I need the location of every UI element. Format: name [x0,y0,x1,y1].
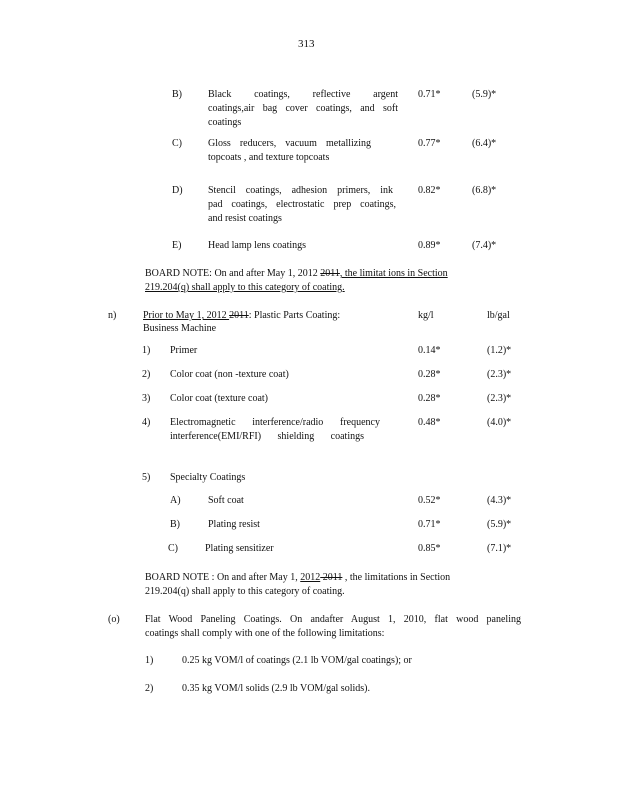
row-letter: D) [172,185,183,196]
section-label: (o) [108,614,120,625]
section-paragraph-line: Flat Wood Paneling Coatings. On andafter August 1, 2010, flat wood paneling [145,614,521,625]
board-note-line2: 219.204(q) shall apply to this category of coating. [145,282,345,293]
row-number: 1) [142,345,151,356]
row-letter: B) [170,519,180,530]
section-label: n) [108,310,117,321]
row-letter: B) [172,89,182,100]
list-item: 0.25 kg VOM/l of coatings (2.1 lb VOM/gal coatings); or [182,655,412,666]
row-desc-line: interference(EMI/RFI) shielding coatings [170,431,364,442]
row-desc-line: pad coatings, electrostatic prep coatings, [208,199,396,210]
inserted-text: 2012 [300,572,321,583]
row-kg-value: 0.28* [418,393,441,404]
row-desc-line: Color coat (non -texture coat) [170,369,289,380]
unit-kg-header: kg/l [418,310,434,321]
inserted-text: Prior to May 1, 2012 [143,310,230,321]
row-kg-value: 0.52* [418,495,441,506]
row-lb-value: (2.3)* [487,393,512,404]
row-desc-line: coatings [208,117,242,128]
unit-lb-header: lb/gal [487,310,510,321]
list-item: 0.35 kg VOM/l solids (2.9 lb VOM/gal solids). [182,683,370,694]
board-note-line2: 219.204(q) shall apply to this category of coating. [145,586,345,597]
row-kg-value: 0.85* [418,543,441,554]
page-number: 313 [298,38,315,50]
row-desc-line: Head lamp lens coatings [208,240,307,251]
row-kg-value: 0.71* [418,519,441,530]
heading-text: : Plastic Parts Coating: [248,310,341,321]
row-desc-line: Gloss reducers, vacuum metallizing [208,138,371,149]
list-number: 1) [145,655,154,666]
board-note-text: BOARD NOTE: On and after May 1, 2012 [145,268,321,279]
struck-text: 2011 [320,268,340,279]
row-letter: A) [170,495,181,506]
row-letter: C) [172,138,182,149]
row-letter: C) [168,543,178,554]
section-heading-line2: Business Machine [143,323,217,334]
row-lb-value: (6.8)* [472,185,497,196]
board-note-text: , the limitations in Section [342,572,451,583]
row-lb-value: (4.0)* [487,417,512,428]
row-desc-line: and resist coatings [208,213,282,224]
section-heading [143,309,340,323]
row-desc-line: Stencil coatings, adhesion primers, ink [208,185,393,196]
row-lb-value: (7.4)* [472,240,497,251]
row-desc-line: Soft coat [208,495,244,506]
row-desc-line: Primer [170,345,198,356]
row-lb-value: (6.4)* [472,138,497,149]
row-lb-value: (5.9)* [472,89,497,100]
board-note-text: BOARD NOTE : On and after May 1, [145,572,301,583]
row-desc-line: coatings,air bag cover coatings, and soft [208,103,398,114]
row-lb-value: (5.9)* [487,519,512,530]
struck-text: 2011 [320,572,343,583]
row-desc-line: topcoats , and texture topcoats [208,152,330,163]
row-lb-value: (2.3)* [487,369,512,380]
row-kg-value: 0.82* [418,185,441,196]
row-number: 2) [142,369,151,380]
row-lb-value: (4.3)* [487,495,512,506]
row-desc-line: Electromagnetic interference/radio frequency [170,417,380,428]
row-desc-line: Color coat (texture coat) [170,393,269,404]
row-kg-value: 0.89* [418,240,441,251]
section-paragraph-line: coatings shall comply with one of the following limitations: [145,628,385,639]
row-kg-value: 0.48* [418,417,441,428]
row-letter: E) [172,240,182,251]
board-note [145,571,450,585]
row-kg-value: 0.14* [418,345,441,356]
row-kg-value: 0.28* [418,369,441,380]
row-desc-line: Plating sensitizer [205,543,274,554]
board-note [145,267,448,281]
row-desc-line: Black coatings, reflective argent [208,89,398,100]
specialty-heading: Specialty Coatings [170,472,246,483]
struck-text: 2011 [229,310,249,321]
row-kg-value: 0.77* [418,138,441,149]
row-lb-value: (1.2)* [487,345,512,356]
row-number: 5) [142,472,151,483]
row-desc-line: Plating resist [208,519,260,530]
list-number: 2) [145,683,154,694]
row-kg-value: 0.71* [418,89,441,100]
row-number: 3) [142,393,151,404]
row-number: 4) [142,417,151,428]
inserted-text: , the limitat ions in Section [339,268,448,279]
row-lb-value: (7.1)* [487,543,512,554]
